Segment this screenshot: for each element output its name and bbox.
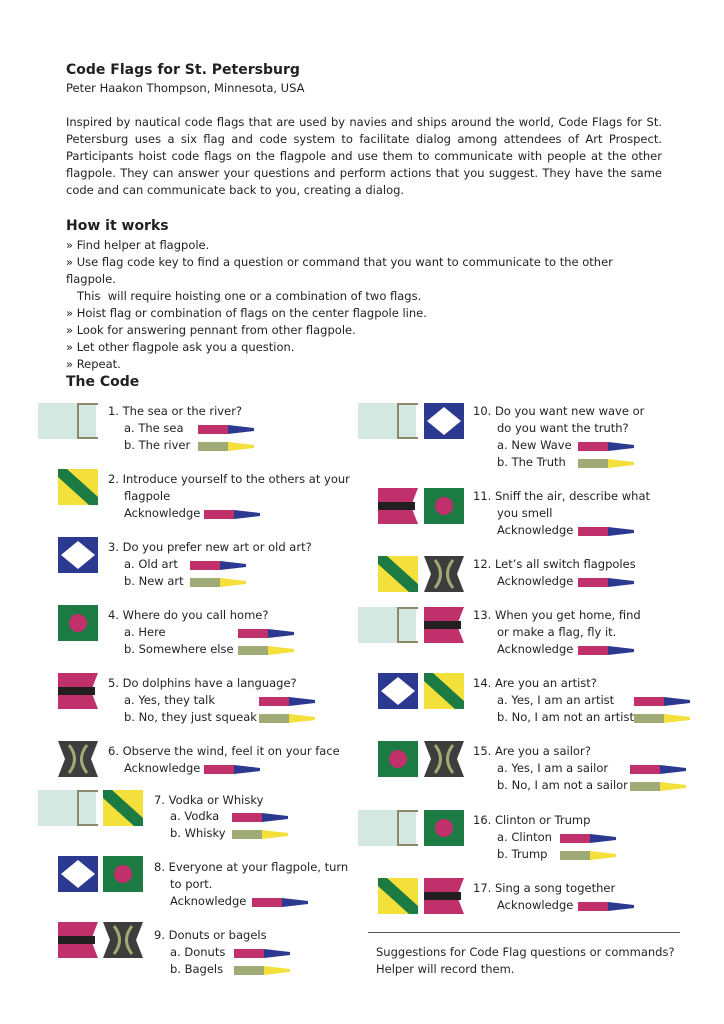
code-1-question: 1. The sea or the river? — [108, 404, 243, 418]
step-2-cont: This will require hoisting one or a combination of two flags. — [66, 289, 422, 303]
pennant-a-icon — [190, 561, 246, 570]
suggestion-note — [376, 944, 675, 978]
suggestion-line-2: Helper will record them. — [376, 962, 515, 976]
steps-list — [66, 237, 666, 373]
code-8-acknowledge: Acknowledge — [170, 894, 247, 908]
pennant-ack-icon — [578, 578, 634, 587]
code-5-answer-b: b. No, they just squeak — [124, 710, 257, 724]
pennant-ack-icon — [252, 898, 308, 907]
code-1-answer-b: b. The river — [124, 438, 191, 452]
green-circle-flag-icon — [378, 741, 418, 777]
pennant-a-icon — [232, 813, 288, 822]
code-12-question: 12. Let’s all switch flagpoles — [473, 557, 636, 571]
code-13-question-cont: or make a flag, fly it. — [497, 625, 617, 639]
code-5-question: 5. Do dolphins have a language? — [108, 676, 297, 690]
dark-arrow-flag-icon — [424, 741, 464, 777]
swallowtail-flag-icon — [378, 488, 418, 524]
code-15-answer-b: b. No, I am not a sailor — [497, 778, 628, 792]
code-4-answer-b: b. Somewhere else — [124, 642, 234, 656]
swallowtail-flag-icon — [58, 673, 98, 709]
code-5-answer-a: a. Yes, they talk — [124, 693, 215, 707]
code-14-question: 14. Are you an artist? — [473, 676, 597, 690]
pennant-a-icon — [198, 425, 254, 434]
yellow-diagonal-flag-icon — [378, 556, 418, 592]
swallowtail-flag-icon — [58, 922, 98, 958]
page-title: Code Flags for St. Petersburg — [66, 62, 300, 78]
code-9-answer-b: b. Bagels — [170, 962, 224, 976]
yellow-diagonal-flag-icon — [58, 469, 98, 505]
step-6: » Repeat. — [66, 357, 121, 371]
code-10-answer-b: b. The Truth — [497, 455, 566, 469]
code-10-question: 10. Do you want new wave or — [473, 404, 645, 418]
pennant-a-icon — [234, 949, 290, 958]
code-17-question: 17. Sing a song together — [473, 881, 616, 895]
yellow-diagonal-flag-icon — [378, 878, 418, 914]
code-16-answer-b: b. Trump — [497, 847, 548, 861]
pennant-b-icon — [234, 966, 290, 975]
suggestion-line-1: Suggestions for Code Flag questions or commands? — [376, 945, 675, 959]
pennant-b-icon — [259, 714, 315, 723]
code-10-answer-a: a. New Wave — [497, 438, 572, 452]
pennant-b-icon — [198, 442, 254, 451]
step-5: » Let other flagpole ask you a question. — [66, 340, 295, 354]
code-7-question: 7. Vodka or Whisky — [154, 793, 264, 807]
code-1-answer-a: a. The sea — [124, 421, 184, 435]
yellow-diagonal-flag-icon — [424, 673, 464, 709]
step-4: » Look for answering pennant from other flagpole. — [66, 323, 356, 337]
pennant-a-icon — [560, 834, 616, 843]
pennant-a-icon — [238, 629, 294, 638]
green-circle-flag-icon — [103, 856, 143, 892]
code-13-acknowledge: Acknowledge — [497, 642, 574, 656]
dark-arrow-flag-icon — [58, 741, 98, 777]
code-16-question: 16. Clinton or Trump — [473, 813, 591, 827]
diamond-flag-icon — [58, 856, 98, 892]
code-7-answer-a: a. Vodka — [170, 809, 220, 823]
swallowtail-flag-icon — [424, 607, 464, 643]
dark-arrow-flag-icon — [424, 556, 464, 592]
pennant-b-icon — [630, 782, 686, 791]
code-2-question: 2. Introduce yourself to the others at your — [108, 472, 350, 486]
code-8-question: 8. Everyone at your flagpole, turn — [154, 860, 349, 874]
code-6-question: 6. Observe the wind, feel it on your face — [108, 744, 340, 758]
green-circle-flag-icon — [424, 488, 464, 524]
code-14-answer-b: b. No, I am not an artist — [497, 710, 634, 724]
pale-flag-icon — [38, 403, 98, 439]
swallowtail-flag-icon — [424, 878, 464, 914]
green-circle-flag-icon — [424, 810, 464, 846]
code-11-question-cont: you smell — [497, 506, 553, 520]
pennant-b-icon — [634, 714, 690, 723]
pennant-a-icon — [578, 442, 634, 451]
code-2-question-cont: flagpole — [124, 489, 171, 503]
author-line: Peter Haakon Thompson, Minnesota, USA — [66, 81, 305, 95]
code-4-answer-a: a. Here — [124, 625, 166, 639]
step-2: » Use flag code key to find a question or command that you want to communicate to the other flagpole. — [66, 255, 613, 286]
pennant-a-icon — [630, 765, 686, 774]
code-11-acknowledge: Acknowledge — [497, 523, 574, 537]
code-12-acknowledge: Acknowledge — [497, 574, 574, 588]
code-16-answer-a: a. Clinton — [497, 830, 552, 844]
yellow-diagonal-flag-icon — [103, 790, 143, 826]
diamond-flag-icon — [58, 537, 98, 573]
pale-flag-icon — [358, 810, 418, 846]
pennant-b-icon — [578, 459, 634, 468]
pennant-ack-icon — [204, 510, 260, 519]
pennant-b-icon — [232, 830, 288, 839]
code-15-answer-a: a. Yes, I am a sailor — [497, 761, 609, 775]
code-3-answer-b: b. New art — [124, 574, 184, 588]
pale-flag-icon — [38, 790, 98, 826]
code-17-acknowledge: Acknowledge — [497, 898, 574, 912]
pennant-ack-icon — [204, 765, 260, 774]
pale-flag-icon — [358, 607, 418, 643]
code-9-answer-a: a. Donuts — [170, 945, 226, 959]
pennant-ack-icon — [578, 646, 634, 655]
code-2-acknowledge: Acknowledge — [124, 506, 201, 520]
step-1: » Find helper at flagpole. — [66, 238, 210, 252]
pennant-b-icon — [238, 646, 294, 655]
pennant-b-icon — [560, 851, 616, 860]
how-it-works-heading: How it works — [66, 218, 169, 234]
code-8-question-cont: to port. — [170, 877, 213, 891]
code-heading: The Code — [66, 374, 140, 390]
code-11-question: 11. Sniff the air, describe what — [473, 489, 651, 503]
code-10-question-cont: do you want the truth? — [497, 421, 629, 435]
green-circle-flag-icon — [58, 605, 98, 641]
code-13-question: 13. When you get home, find — [473, 608, 641, 622]
pennant-b-icon — [190, 578, 246, 587]
pennant-ack-icon — [578, 527, 634, 536]
pale-flag-icon — [358, 403, 418, 439]
code-4-question: 4. Where do you call home? — [108, 608, 269, 622]
code-9-question: 9. Donuts or bagels — [154, 928, 267, 942]
diamond-flag-icon — [424, 403, 464, 439]
code-14-answer-a: a. Yes, I am an artist — [497, 693, 615, 707]
pennant-ack-icon — [578, 902, 634, 911]
pennant-a-icon — [259, 697, 315, 706]
code-6-acknowledge: Acknowledge — [124, 761, 201, 775]
intro-paragraph: Inspired by nautical code flags that are used by navies and ships around the world, Code Flags for St. Petersburg uses a six flag and code system to facilitate dialog among attendees of Art Prospect. Participants hoist code flags on the flagpole and use them to communicate with people at the other flagpole. They can answer your questions and perform actions that you suggest. They have the same code and can communicate back to you, creating a dialog. — [66, 115, 662, 197]
pennant-a-icon — [634, 697, 690, 706]
code-3-question: 3. Do you prefer new art or old art? — [108, 540, 312, 554]
diamond-flag-icon — [378, 673, 418, 709]
code-15-question: 15. Are you a sailor? — [473, 744, 591, 758]
step-3: » Hoist flag or combination of flags on the center flagpole line. — [66, 306, 427, 320]
code-7-answer-b: b. Whisky — [170, 826, 226, 840]
code-3-answer-a: a. Old art — [124, 557, 178, 571]
divider — [368, 932, 680, 933]
dark-arrow-flag-icon — [103, 922, 143, 958]
